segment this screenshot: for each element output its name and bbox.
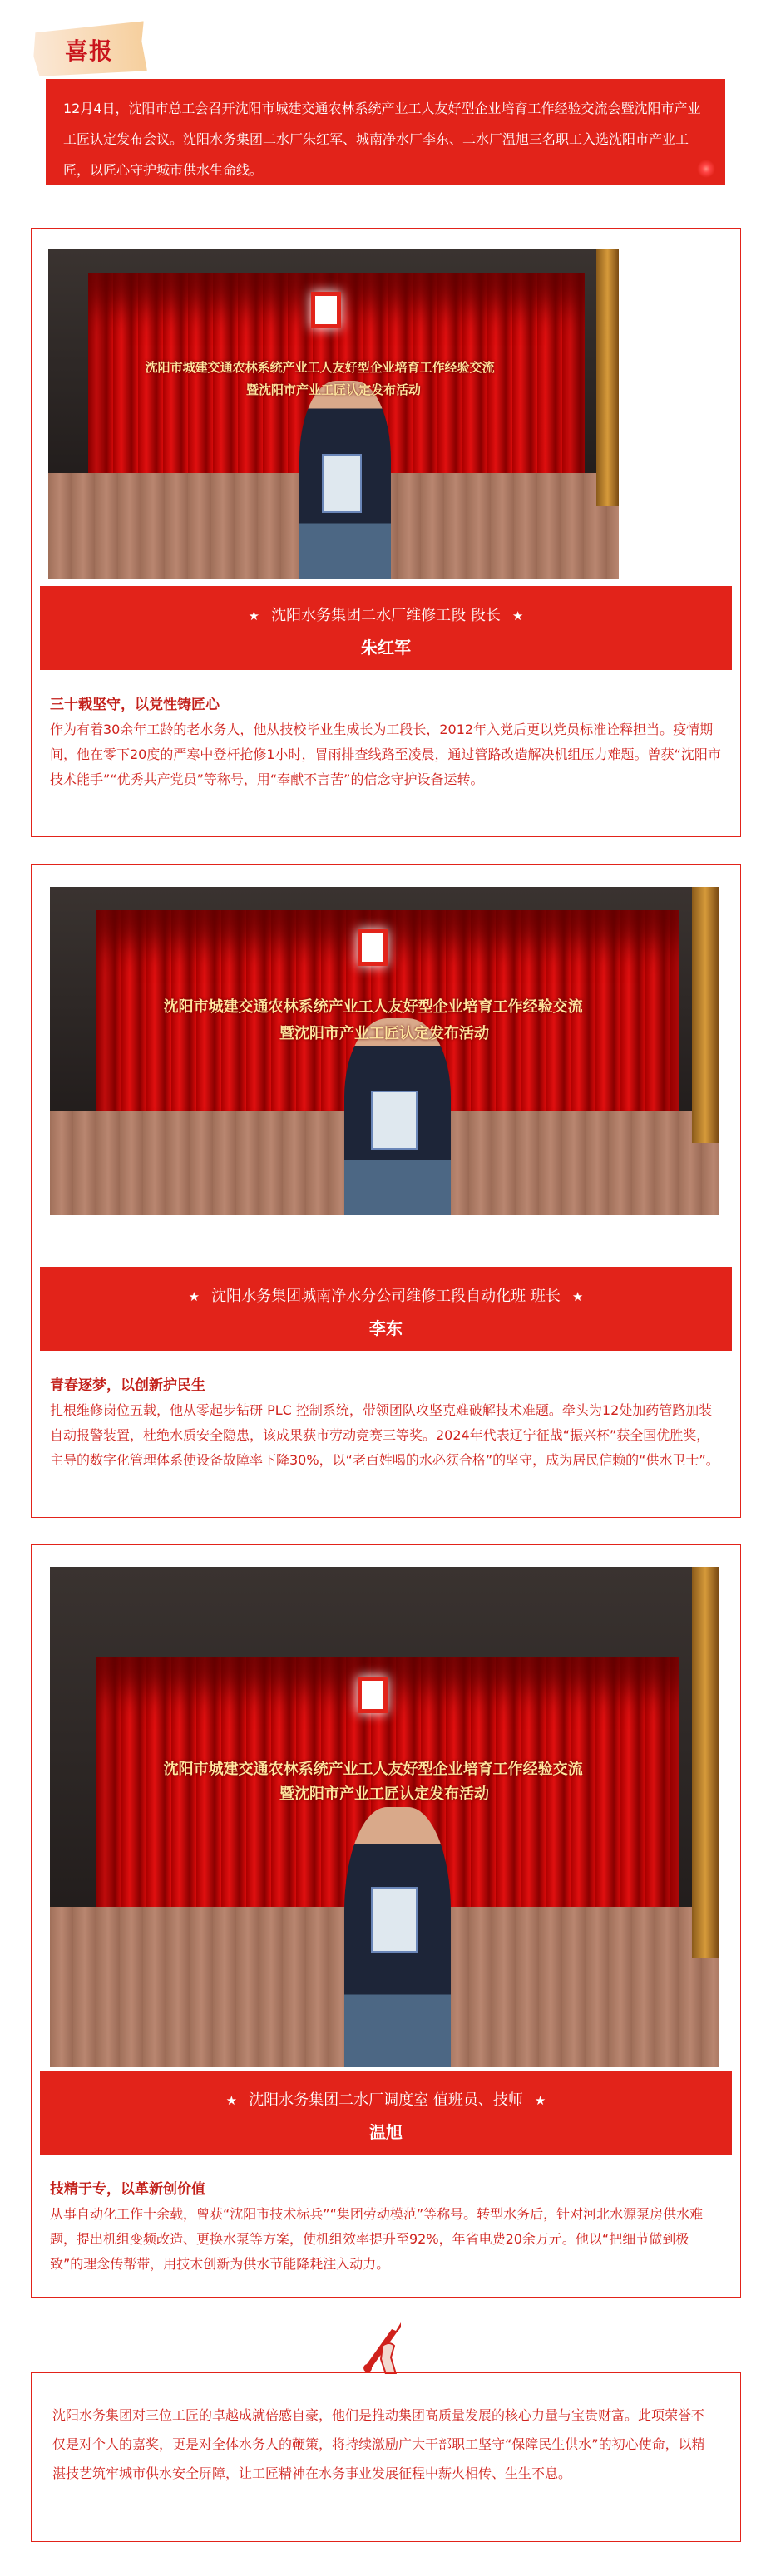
worker-card-3 — [31, 1544, 741, 2298]
worker-name: 温旭 — [369, 2122, 403, 2142]
worker-photo-2 — [50, 887, 719, 1215]
star-icon: ★ — [188, 1289, 200, 1304]
closing-box — [31, 2372, 741, 2542]
photo-sign: 沈阳市城建交通农林系统产业工人友好型企业培育工作经验交流 — [145, 359, 495, 375]
photo-sign-2: 暨沈阳市产业工匠认定发布活动 — [279, 1024, 489, 1042]
star-icon: ★ — [571, 1289, 584, 1304]
worker-description — [50, 2177, 722, 2277]
worker-headline: 三十载坚守，以党性铸匠心 — [50, 697, 220, 713]
worker-role: 沈阳水务集团二水厂维修工段 段长 — [271, 607, 501, 624]
certificate — [371, 1887, 418, 1952]
craftsman-logo-icon — [358, 929, 388, 966]
worker-banner — [40, 586, 732, 670]
star-icon: ★ — [248, 608, 260, 623]
worker-text: 从事自动化工作十余载，曾获“沈阳市技术标兵”“集团劳动模范”等称号。转型水务后，针对河北水源泵房供水难题，提出机组变频改造、更换水泵等方案，使机组效率提升至92%，年省电费20余万元。他以“把细节做到极致”的理念传帮带，用技术创新为供水节能降耗注入动力。 — [50, 2206, 704, 2272]
worker-description — [50, 692, 722, 792]
worker-card-2 — [31, 864, 741, 1518]
photo-sign-2: 暨沈阳市产业工匠认定发布活动 — [245, 382, 421, 398]
worker-name: 朱红军 — [361, 638, 411, 658]
worker-headline: 技精于专，以革新创价值 — [50, 2181, 205, 2198]
intro-box — [46, 79, 725, 185]
wrench-hand-icon — [358, 2321, 408, 2374]
photo-sign-2: 暨沈阳市产业工匠认定发布活动 — [279, 1785, 489, 1803]
star-icon: ★ — [225, 2093, 238, 2108]
photo-sign: 沈阳市城建交通农林系统产业工人友好型企业培育工作经验交流 — [163, 998, 583, 1017]
worker-role: 沈阳水务集团二水厂调度室 值班员、技师 — [249, 2091, 523, 2109]
worker-role: 沈阳水务集团城南净水分公司维修工段自动化班 班长 — [211, 1288, 561, 1305]
craftsman-logo-icon — [311, 292, 341, 328]
certificate — [322, 454, 362, 513]
craftsman-logo-icon — [358, 1677, 388, 1713]
firework-icon — [697, 160, 715, 178]
worker-card-1 — [31, 228, 741, 837]
header-tag: 喜报 — [65, 37, 114, 65]
worker-headline: 青春逐梦，以创新护民生 — [50, 1377, 205, 1394]
certificate — [371, 1091, 418, 1150]
star-icon: ★ — [511, 608, 524, 623]
worker-banner — [40, 2071, 732, 2155]
worker-name: 李东 — [369, 1318, 403, 1338]
worker-text: 扎根维修岗位五载，他从零起步钻研 PLC 控制系统，带领团队攻坚克难破解技术难题。牵头为12处加药管路加装自动报警装置，杜绝水质安全隐患，该成果获市劳动竞赛三等奖。2024年代表辽宁征战“振兴杯”获全国优胜奖，主导的数字化管理体系使设备故障率下降30%，以“老百姓喝的水必须合格”的坚守，成为居民信赖的“供水卫士”。 — [50, 1402, 719, 1468]
worker-text: 作为有着30余年工龄的老水务人，他从技校毕业生成长为工段长，2012年入党后更以党员标准诠释担当。疫情期间，他在零下20度的严寒中登杆抢修1小时，冒雨排查线路至凌晨，通过管路改造解决机组压力难题。曾获“沈阳市技术能手”“优秀共产党员”等称号，用“奉献不言苦”的信念守护设备运转。 — [50, 722, 721, 787]
closing-text: 沈阳水务集团对三位工匠的卓越成就倍感自豪，他们是推动集团高质量发展的核心力量与宝贵财富。此项荣誉不仅是对个人的嘉奖，更是对全体水务人的鞭策，将持续激励广大干部职工坚守“保障民生供水”的初心使命，以精湛技艺筑牢城市供水安全屏障，让工匠精神在水务事业发展征程中薪火相传、生生不息。 — [52, 2407, 705, 2481]
star-icon: ★ — [534, 2093, 546, 2108]
photo-sign: 沈阳市城建交通农林系统产业工人友好型企业培育工作经验交流 — [163, 1760, 583, 1778]
worker-photo-3 — [50, 1567, 719, 2067]
intro-text: 12月4日，沈阳市总工会召开沈阳市城建交通农林系统产业工人友好型企业培育工作经验交流会暨沈阳市产业工匠认定发布会议。沈阳水务集团二水厂朱红军、城南净水厂李东、二水厂温旭三名职工入选沈阳市产业工匠，以匠心守护城市供水生命线。 — [63, 101, 701, 178]
worker-banner — [40, 1267, 732, 1351]
worker-photo-1 — [48, 249, 619, 579]
worker-description — [50, 1373, 722, 1473]
